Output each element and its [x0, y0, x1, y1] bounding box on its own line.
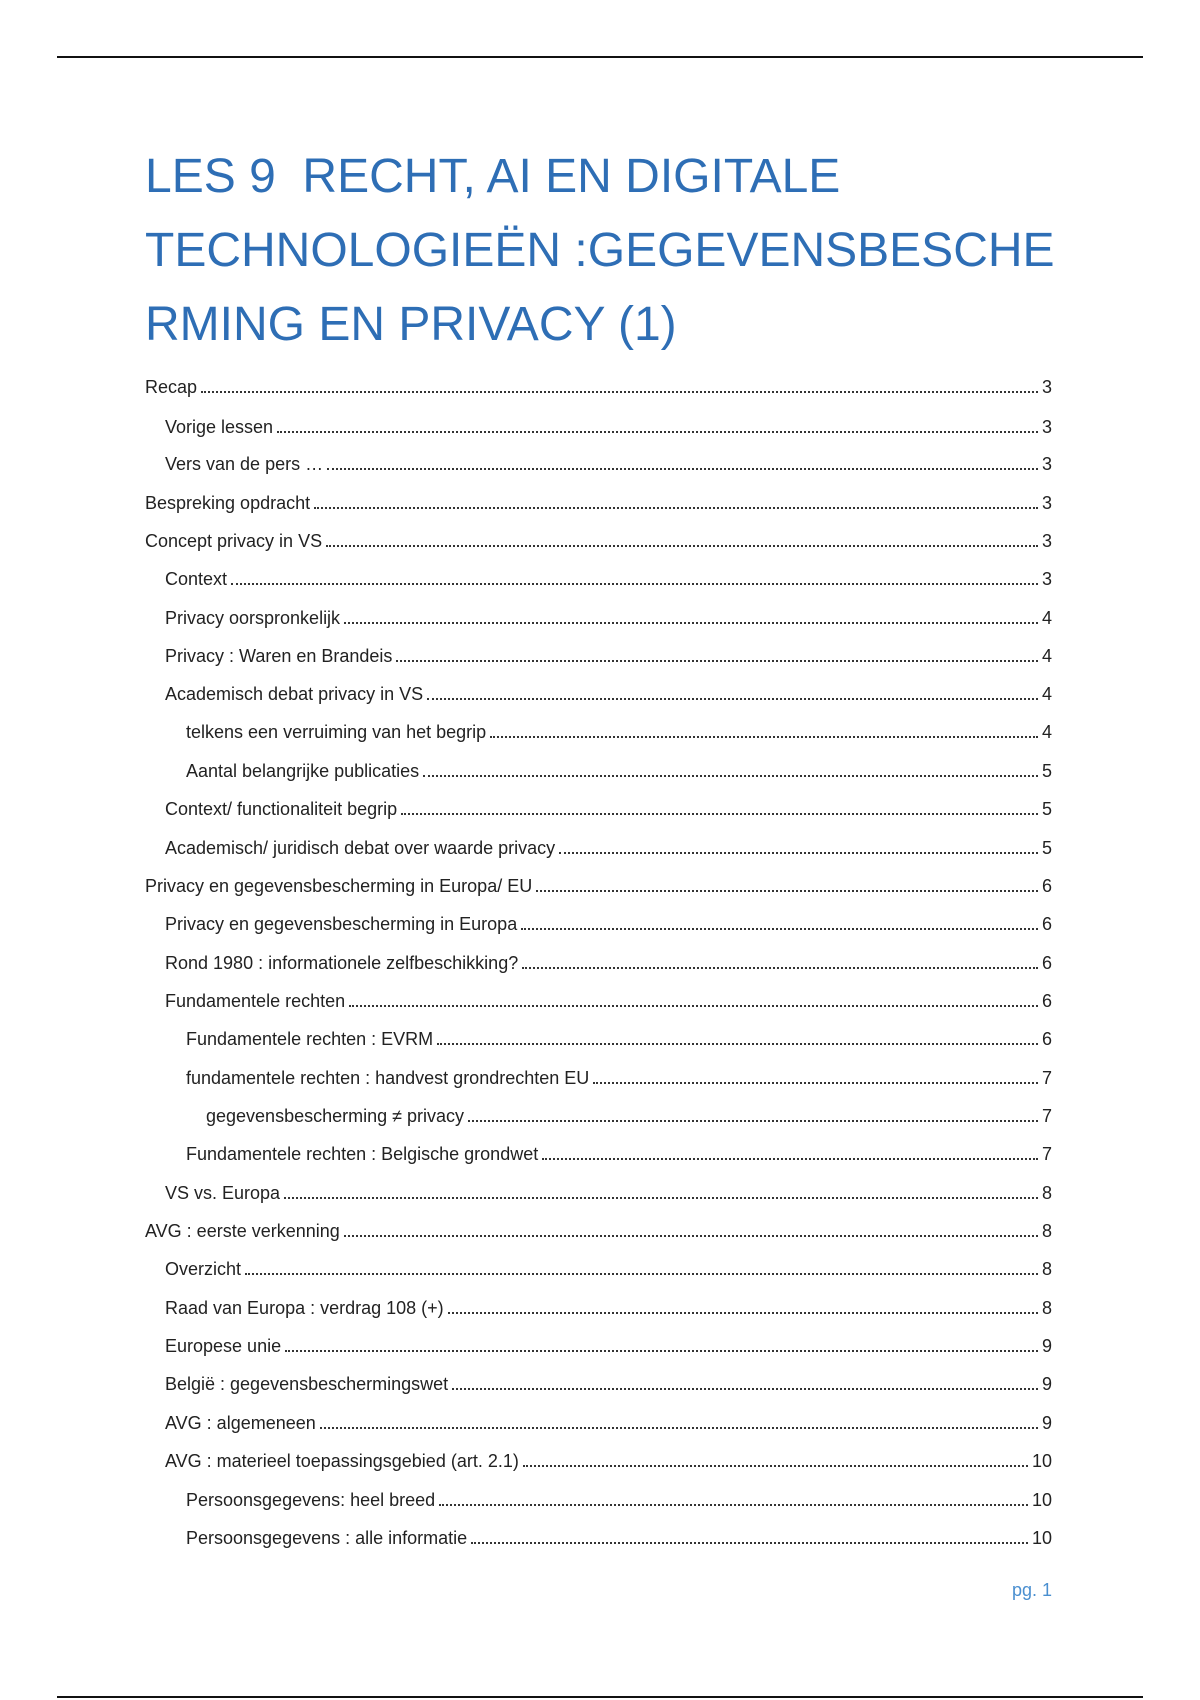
- toc-entry[interactable]: [0, 445, 1200, 475]
- toc-dot-leader: [521, 928, 1038, 930]
- toc-entry[interactable]: [0, 752, 1200, 782]
- toc-entry-page: 3: [1041, 569, 1052, 589]
- toc-dot-leader: [326, 545, 1038, 547]
- toc-entry-label: AVG : materieel toepassingsgebied (art. 2.1): [165, 1451, 519, 1471]
- toc-entry-page: 8: [1041, 1298, 1052, 1318]
- toc-entry-page: 6: [1041, 876, 1052, 896]
- toc-entry[interactable]: [0, 867, 1200, 897]
- toc-entry-label: Persoonsgegevens: heel breed: [186, 1490, 436, 1510]
- toc-dot-leader: [523, 1465, 1028, 1467]
- toc-entry-label: VS vs. Europa: [165, 1183, 281, 1203]
- toc-dot-leader: [542, 1158, 1038, 1160]
- toc-entry[interactable]: [0, 1404, 1200, 1434]
- toc-entry[interactable]: [0, 599, 1200, 629]
- toc-entry[interactable]: [0, 1481, 1200, 1511]
- toc-entry-page: 5: [1041, 761, 1052, 781]
- toc-entry-label: Raad van Europa : verdrag 108 (+): [165, 1298, 444, 1318]
- title-line-2: TECHNOLOGIEËN :GEGEVENSBESCHE: [145, 224, 1055, 277]
- toc-dot-leader: [277, 431, 1038, 433]
- toc-entry-label: Privacy en gegevensbescherming in Europa/ EU: [145, 876, 533, 896]
- toc-dot-leader: [427, 698, 1038, 700]
- title-line-3: RMING EN PRIVACY (1): [145, 298, 677, 351]
- toc-dot-leader: [314, 507, 1038, 509]
- toc-dot-leader: [423, 775, 1038, 777]
- toc-entry[interactable]: [0, 1250, 1200, 1280]
- toc-entry[interactable]: [0, 1020, 1200, 1050]
- toc-entry-label: Recap: [145, 377, 198, 397]
- title-line-1: LES 9 RECHT, AI EN DIGITALE: [145, 150, 841, 203]
- toc-entry-page: 8: [1041, 1183, 1052, 1203]
- toc-dot-leader: [344, 1235, 1038, 1237]
- toc-entry-page: 9: [1041, 1374, 1052, 1394]
- toc-dot-leader: [437, 1043, 1038, 1045]
- toc-entry[interactable]: [0, 829, 1200, 859]
- toc-dot-leader: [471, 1542, 1028, 1544]
- header-rule: [57, 56, 1143, 58]
- toc-dot-leader: [452, 1388, 1038, 1390]
- toc-entry[interactable]: [0, 790, 1200, 820]
- toc-entry-label: Europese unie: [165, 1336, 282, 1356]
- toc-entry[interactable]: [0, 484, 1200, 514]
- toc-entry[interactable]: [0, 1365, 1200, 1395]
- toc-dot-leader: [231, 583, 1038, 585]
- toc-entry[interactable]: [0, 982, 1200, 1012]
- toc-entry[interactable]: [0, 408, 1200, 438]
- toc-dot-leader: [490, 736, 1038, 738]
- toc-entry[interactable]: [0, 1289, 1200, 1319]
- toc-dot-leader: [559, 852, 1038, 854]
- toc-entry-label: Rond 1980 : informationele zelfbeschikking?: [165, 953, 519, 973]
- toc-dot-leader: [320, 1427, 1038, 1429]
- toc-entry[interactable]: [0, 905, 1200, 935]
- toc-entry[interactable]: [0, 1097, 1200, 1127]
- toc-entry[interactable]: [0, 560, 1200, 590]
- toc-entry-label: Academisch/ juridisch debat over waarde privacy: [165, 838, 556, 858]
- toc-entry[interactable]: [0, 1442, 1200, 1472]
- toc-entry-page: 3: [1041, 493, 1052, 513]
- toc-entry-label: Privacy en gegevensbescherming in Europa: [165, 914, 518, 934]
- toc-entry[interactable]: [0, 713, 1200, 743]
- toc-entry-label: AVG : algemeneen: [165, 1413, 316, 1433]
- toc-entry-page: 4: [1041, 608, 1052, 628]
- toc-entry-page: 6: [1041, 914, 1052, 934]
- toc-dot-leader: [439, 1504, 1028, 1506]
- toc-entry-label: Concept privacy in VS: [145, 531, 323, 551]
- toc-entry-label: Aantal belangrijke publicaties: [186, 761, 420, 781]
- toc-entry-page: 4: [1041, 722, 1052, 742]
- toc-entry[interactable]: [0, 675, 1200, 705]
- toc-entry-label: Fundamentele rechten : EVRM: [186, 1029, 434, 1049]
- toc-dot-leader: [593, 1082, 1038, 1084]
- toc-dot-leader: [448, 1312, 1038, 1314]
- toc-entry-page: 7: [1041, 1068, 1052, 1088]
- toc-entry-label: Fundamentele rechten: [165, 991, 346, 1011]
- toc-entry[interactable]: [0, 1327, 1200, 1357]
- toc-entry-label: Context: [165, 569, 228, 589]
- toc-entry[interactable]: [0, 368, 1200, 398]
- toc-entry[interactable]: [0, 944, 1200, 974]
- toc-entry-page: 9: [1041, 1413, 1052, 1433]
- toc-entry-page: 10: [1031, 1528, 1052, 1548]
- toc-entry-page: 6: [1041, 991, 1052, 1011]
- toc-entry[interactable]: [0, 637, 1200, 667]
- toc-entry-page: 3: [1041, 417, 1052, 437]
- toc-dot-leader: [522, 967, 1038, 969]
- toc-entry-page: 7: [1041, 1106, 1052, 1126]
- toc-entry-page: 7: [1041, 1144, 1052, 1164]
- toc-entry-page: 10: [1031, 1490, 1052, 1510]
- toc-entry-page: 4: [1041, 684, 1052, 704]
- toc-entry-page: 8: [1041, 1259, 1052, 1279]
- toc-entry-label: Privacy : Waren en Brandeis: [165, 646, 393, 666]
- toc-entry-label: België : gegevensbeschermingswet: [165, 1374, 449, 1394]
- toc-entry-label: Fundamentele rechten : Belgische grondwet: [186, 1144, 539, 1164]
- toc-entry-label: gegevensbescherming ≠ privacy: [206, 1106, 465, 1126]
- toc-entry[interactable]: [0, 1135, 1200, 1165]
- toc-entry-page: 9: [1041, 1336, 1052, 1356]
- toc-dot-leader: [536, 890, 1038, 892]
- toc-dot-leader: [285, 1350, 1038, 1352]
- toc-dot-leader: [245, 1273, 1038, 1275]
- toc-entry-label: Bespreking opdracht: [145, 493, 311, 513]
- toc-entry-label: Privacy oorspronkelijk: [165, 608, 341, 628]
- toc-dot-leader: [284, 1197, 1038, 1199]
- toc-entry-label: AVG : eerste verkenning: [145, 1221, 340, 1241]
- toc-entry-label: Overzicht: [165, 1259, 242, 1279]
- toc-entry[interactable]: [0, 1519, 1200, 1549]
- toc-entry-page: 5: [1041, 838, 1052, 858]
- toc-entry-page: 10: [1031, 1451, 1052, 1471]
- toc-entry-label: Vers van de pers …: [165, 454, 324, 474]
- toc-entry-page: 3: [1041, 454, 1052, 474]
- toc-entry[interactable]: [0, 522, 1200, 552]
- toc-entry[interactable]: [0, 1212, 1200, 1242]
- document-title: [145, 140, 1065, 362]
- toc-dot-leader: [349, 1005, 1038, 1007]
- toc-entry-page: 6: [1041, 953, 1052, 973]
- toc-entry-label: Persoonsgegevens : alle informatie: [186, 1528, 468, 1548]
- toc-dot-leader: [201, 391, 1038, 393]
- toc-entry-page: 5: [1041, 799, 1052, 819]
- toc-dot-leader: [468, 1120, 1038, 1122]
- toc-entry-label: Vorige lessen: [165, 417, 274, 437]
- footer-rule: [57, 1696, 1143, 1698]
- page-number: pg. 1: [1011, 1580, 1052, 1600]
- toc-entry-label: telkens een verruiming van het begrip: [186, 722, 487, 742]
- toc-entry-page: 6: [1041, 1029, 1052, 1049]
- toc-dot-leader: [396, 660, 1038, 662]
- toc-entry-label: Academisch debat privacy in VS: [165, 684, 424, 704]
- toc-entry[interactable]: [0, 1059, 1200, 1089]
- toc-dot-leader: [344, 622, 1038, 624]
- toc-entry-page: 3: [1041, 377, 1052, 397]
- toc-dot-leader: [327, 468, 1038, 470]
- toc-entry-page: 8: [1041, 1221, 1052, 1241]
- toc-dot-leader: [401, 813, 1038, 815]
- toc-entry-page: 4: [1041, 646, 1052, 666]
- toc-entry[interactable]: [0, 1174, 1200, 1204]
- toc-entry-page: 3: [1041, 531, 1052, 551]
- toc-entry-label: Context/ functionaliteit begrip: [165, 799, 398, 819]
- toc-entry-label: fundamentele rechten : handvest grondrechten EU: [186, 1068, 590, 1088]
